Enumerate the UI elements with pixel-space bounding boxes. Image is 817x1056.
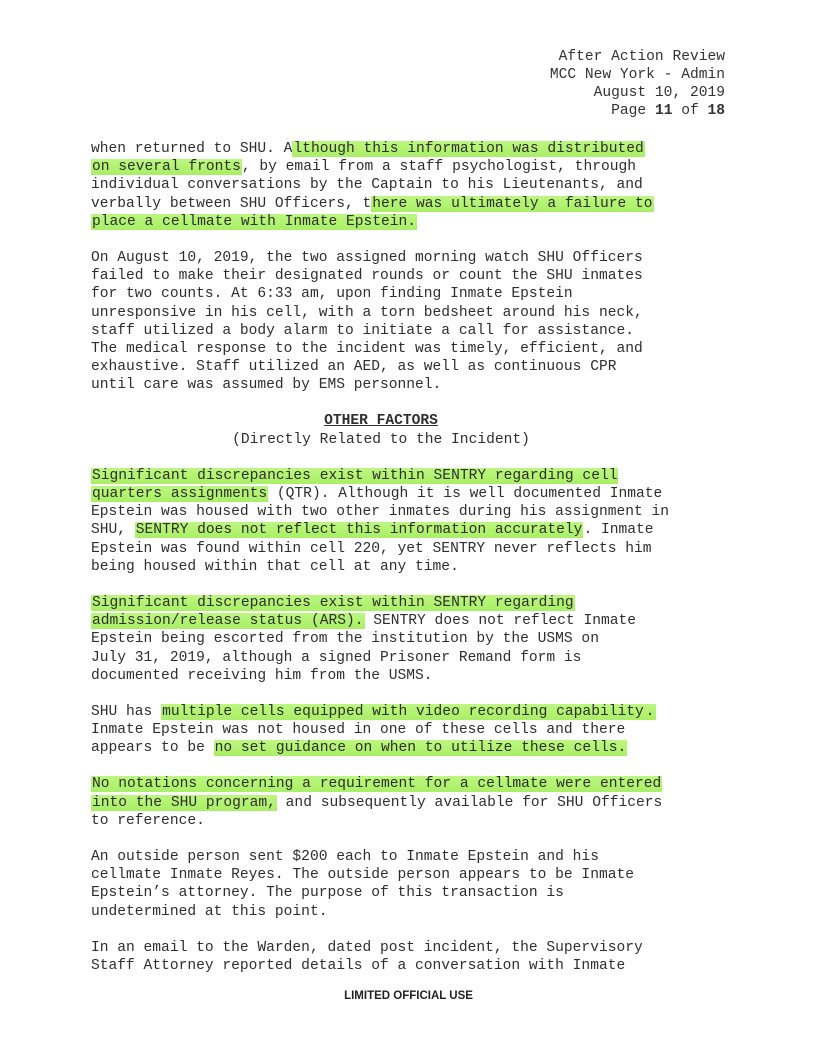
highlight: place a cellmate with Inmate Epstein.: [92, 213, 417, 230]
section-title: OTHER FACTORS: [324, 413, 438, 430]
footer-classification: LIMITED OFFICIAL USE: [344, 990, 473, 1002]
highlight: no set guidance on when to utilize these cells.: [214, 740, 627, 757]
paragraph-ars: Significant discrepancies exist within SENTRY regarding admission/release status (ARS). SENTRY does not reflect Inmate Epstein being escorted from the institution by the USMS on July 31, 2019, although a signed Prisoner Remand form is documented receiving him from the USMS.: [91, 594, 636, 684]
paragraph-cellmate-info: when returned to SHU. Although this information was distributed on several fronts, by email from a staff psychologist, through individual conversations by the Captain to his Lieutenants, and verbally between SHU Officers, there was ultimately a failure to place a cellmate with Inmate Epstein.: [91, 141, 653, 230]
header-page-number: Page 11 of 18: [611, 103, 725, 119]
highlight: SENTRY does not reflect this information accurately: [135, 522, 583, 539]
highlight: lthough this information was distributed: [293, 141, 644, 157]
highlight: on several fronts: [92, 159, 241, 176]
highlight: here was ultimately a failure to: [372, 195, 653, 212]
paragraph-notations: No notations concerning a requirement for a cellmate were entered into the SHU program, and subsequently available for SHU Officers to reference.: [91, 776, 663, 829]
paragraph-video-cells: SHU has multiple cells equipped with video recording capability . Inmate Epstein was not housed in one of these cells and there appears to be no set guidance on when to utilize these cells.: [91, 703, 655, 757]
highlight: quarters assignments: [92, 486, 268, 502]
paragraph-email-warden: In an email to the Warden, dated post incident, the Supervisory Staff Attorney reported details of a conversation with Inmate: [91, 939, 643, 974]
highlight: admission/release status (ARS).: [92, 613, 364, 630]
highlight: multiple cells equipped with video recording capability: [162, 703, 644, 720]
paragraph-outside-person: An outside person sent $200 each to Inmate Epstein and his cellmate Inmate Reyes. The outside person appears to be Inmate Epstein’s attorney. The purpose of this transaction is undetermined at this point.: [91, 849, 634, 920]
paragraph-qtr: Significant discrepancies exist within SENTRY regarding cell quarters assignments (QTR). Although it is well documented Inmate Epstein was housed with two other inmates during his assignment in SHU, SENTRY does not reflect this information accurately. Inmate Epstein was found within cell 220, yet SENTRY never reflects him being housed within that cell at any time.: [91, 467, 670, 575]
header-facility: MCC New York - Admin: [549, 67, 725, 83]
paragraph-august-10: On August 10, 2019, the two assigned morning watch SHU Officers failed to make their designated rounds or count the SHU inmates for two counts. At 6:33 am, upon finding Inmate Epstein unresponsive in his cell, with a torn bedsheet around his neck, staff utilized a body alarm to initiate a call for assistance. The medical response to the incident was timely, efficient, and exhaustive. Staff utilized an AED, as well as continuous CPR until care was assumed by EMS personnel.: [91, 249, 643, 394]
document-body: [91, 140, 731, 993]
header-date: August 10, 2019: [593, 85, 725, 101]
page-header: [550, 48, 725, 120]
highlight: Significant discrepancies exist within SENTRY regarding: [92, 594, 574, 611]
highlight: into the SHU program,: [92, 794, 276, 811]
section-heading: [91, 412, 671, 448]
highlight: Significant discrepancies exist within SENTRY regarding cell: [92, 467, 618, 484]
header-title: After Action Review: [558, 49, 725, 65]
highlight: No notations concerning a requirement for a cellmate were entered: [92, 776, 662, 793]
section-subtitle: (Directly Related to the Incident): [232, 431, 530, 448]
